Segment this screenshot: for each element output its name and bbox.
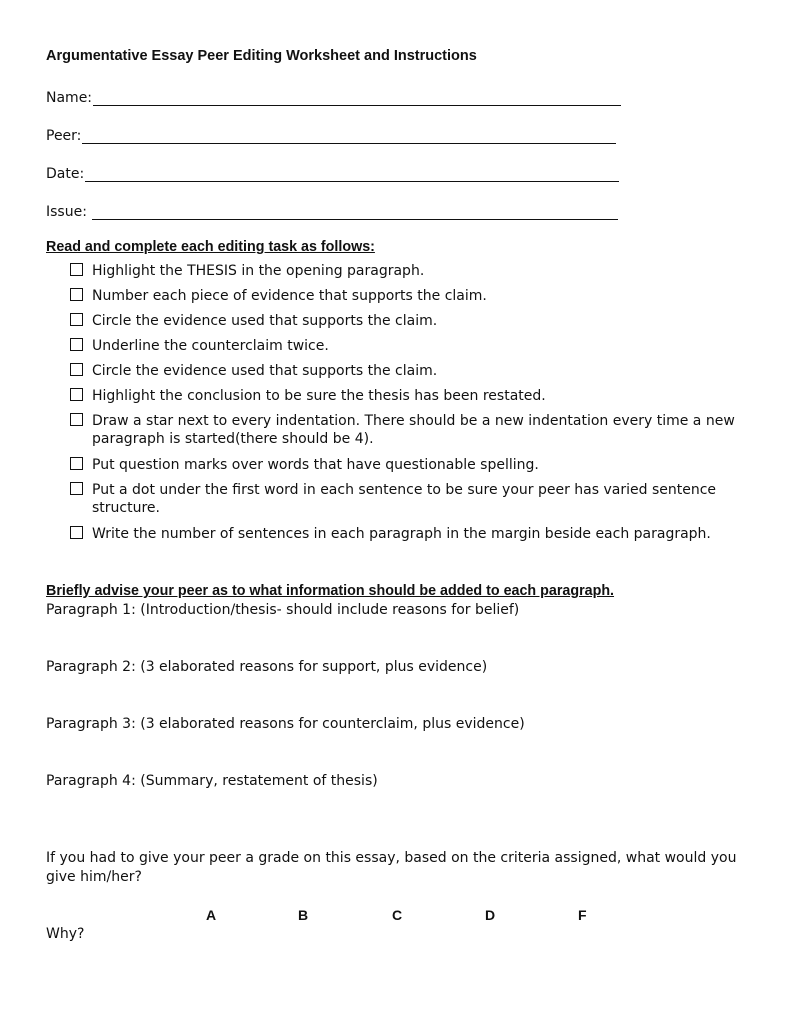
checkbox-icon[interactable] [70, 363, 83, 376]
task-text: Circle the evidence used that supports the claim. [92, 313, 438, 329]
advice-heading: Briefly advise your peer as to what information should be added to each paragraph. [46, 583, 615, 599]
task-text: Put question marks over words that have questionable spelling. [92, 457, 539, 473]
grade-option-f[interactable]: F [578, 907, 587, 923]
task-item[interactable] [70, 262, 750, 280]
checkbox-icon[interactable] [70, 388, 83, 401]
grade-option-c[interactable]: C [392, 907, 403, 923]
date-label: Date: [46, 166, 85, 182]
paragraph-prompt-1: Paragraph 1: (Introduction/thesis- should include reasons for belief) [46, 602, 520, 618]
task-item[interactable] [70, 287, 750, 305]
task-text: Put a dot under the first word in each sentence to be sure your peer has varied sentence structure. [92, 482, 717, 516]
worksheet-title: Argumentative Essay Peer Editing Worksheet and Instructions [46, 48, 477, 64]
checkbox-icon[interactable] [70, 263, 83, 276]
task-item[interactable] [70, 362, 750, 380]
task-item[interactable] [70, 481, 750, 517]
task-text: Circle the evidence used that supports the claim. [92, 363, 438, 379]
checkbox-icon[interactable] [70, 338, 83, 351]
task-text: Highlight the THESIS in the opening paragraph. [92, 263, 425, 279]
task-text: Write the number of sentences in each paragraph in the margin beside each paragraph. [92, 526, 711, 542]
grade-option-a[interactable]: A [206, 907, 217, 923]
checkbox-icon[interactable] [70, 288, 83, 301]
tasks-heading: Read and complete each editing task as follows: [46, 239, 375, 255]
date-line[interactable] [85, 166, 619, 182]
checkbox-icon[interactable] [70, 413, 83, 426]
paragraph-prompt-3: Paragraph 3: (3 elaborated reasons for counterclaim, plus evidence) [46, 716, 525, 732]
issue-field[interactable] [46, 200, 618, 220]
task-item[interactable] [70, 337, 750, 355]
task-text: Number each piece of evidence that supports the claim. [92, 288, 487, 304]
task-text: Draw a star next to every indentation. There should be a new indentation every time a new paragraph is started(there should be 4). [92, 413, 735, 447]
paragraph-prompt-2: Paragraph 2: (3 elaborated reasons for support, plus evidence) [46, 659, 488, 675]
name-label: Name: [46, 90, 93, 106]
task-item[interactable] [70, 525, 750, 543]
checkbox-icon[interactable] [70, 526, 83, 539]
issue-line[interactable] [92, 204, 618, 220]
grade-option-d[interactable]: D [485, 907, 496, 923]
peer-label: Peer: [46, 128, 82, 144]
task-text: Highlight the conclusion to be sure the thesis has been restated. [92, 388, 546, 404]
task-item[interactable] [70, 456, 750, 474]
task-item[interactable] [70, 387, 750, 405]
task-item[interactable] [70, 412, 750, 448]
name-line[interactable] [93, 90, 621, 106]
peer-field[interactable] [46, 124, 616, 144]
grade-option-b[interactable]: B [298, 907, 309, 923]
task-text: Underline the counterclaim twice. [92, 338, 329, 354]
checkbox-icon[interactable] [70, 313, 83, 326]
checkbox-icon[interactable] [70, 482, 83, 495]
checkbox-icon[interactable] [70, 457, 83, 470]
paragraph-prompt-4: Paragraph 4: (Summary, restatement of thesis) [46, 773, 378, 789]
date-field[interactable] [46, 162, 619, 182]
task-item[interactable] [70, 312, 750, 330]
name-field[interactable] [46, 86, 621, 106]
grade-question: If you had to give your peer a grade on this essay, based on the criteria assigned, what would you give him/her? [46, 850, 737, 885]
issue-label: Issue: [46, 204, 92, 220]
peer-line[interactable] [82, 128, 616, 144]
why-label: Why? [46, 926, 85, 942]
